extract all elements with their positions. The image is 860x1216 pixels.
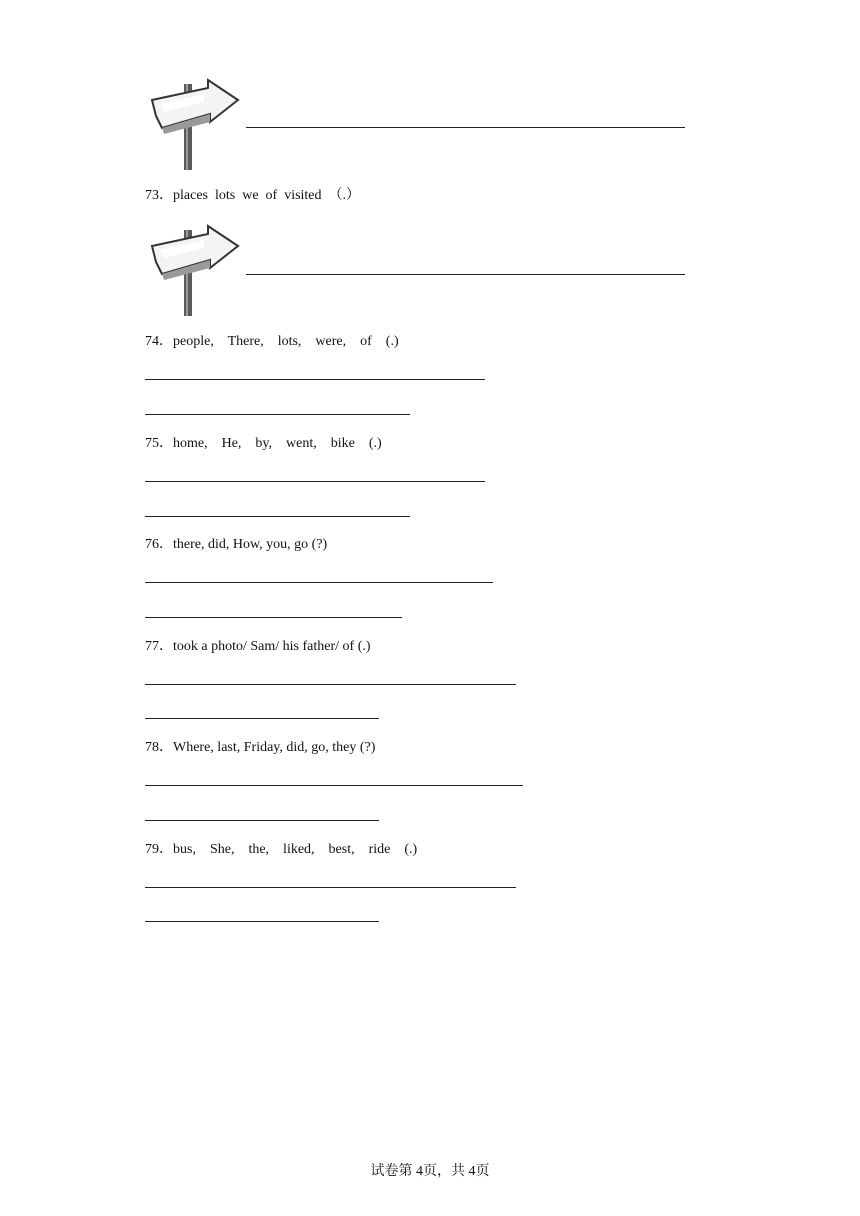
answer-line[interactable] bbox=[145, 785, 523, 786]
answer-line[interactable] bbox=[246, 274, 685, 275]
page-footer: 试卷第 4页，共 4页 bbox=[370, 1164, 490, 1179]
signpost-icon bbox=[150, 78, 240, 170]
question-73: 73．places lots we of visited （.） bbox=[145, 188, 361, 203]
question-77: 77．took a photo/ Sam/ his father/ of (.) bbox=[145, 639, 371, 654]
question-79: 79．bus, She, the, liked, best, ride (.) bbox=[145, 842, 418, 857]
answer-line[interactable] bbox=[145, 516, 410, 517]
answer-line[interactable] bbox=[145, 481, 485, 482]
answer-line[interactable] bbox=[145, 820, 379, 821]
answer-line[interactable] bbox=[145, 921, 379, 922]
question-75: 75．home, He, by, went, bike (.) bbox=[145, 436, 382, 451]
answer-line[interactable] bbox=[145, 617, 402, 618]
answer-line[interactable] bbox=[145, 414, 410, 415]
signpost-icon bbox=[150, 224, 240, 316]
answer-line[interactable] bbox=[246, 127, 685, 128]
question-78: 78．Where, last, Friday, did, go, they (?) bbox=[145, 740, 376, 755]
answer-line[interactable] bbox=[145, 684, 516, 685]
question-76: 76．there, did, How, you, go (?) bbox=[145, 537, 328, 552]
answer-line[interactable] bbox=[145, 582, 493, 583]
answer-line[interactable] bbox=[145, 379, 485, 380]
answer-line[interactable] bbox=[145, 718, 379, 719]
question-74: 74．people, There, lots, were, of (.) bbox=[145, 334, 399, 349]
answer-line[interactable] bbox=[145, 887, 516, 888]
